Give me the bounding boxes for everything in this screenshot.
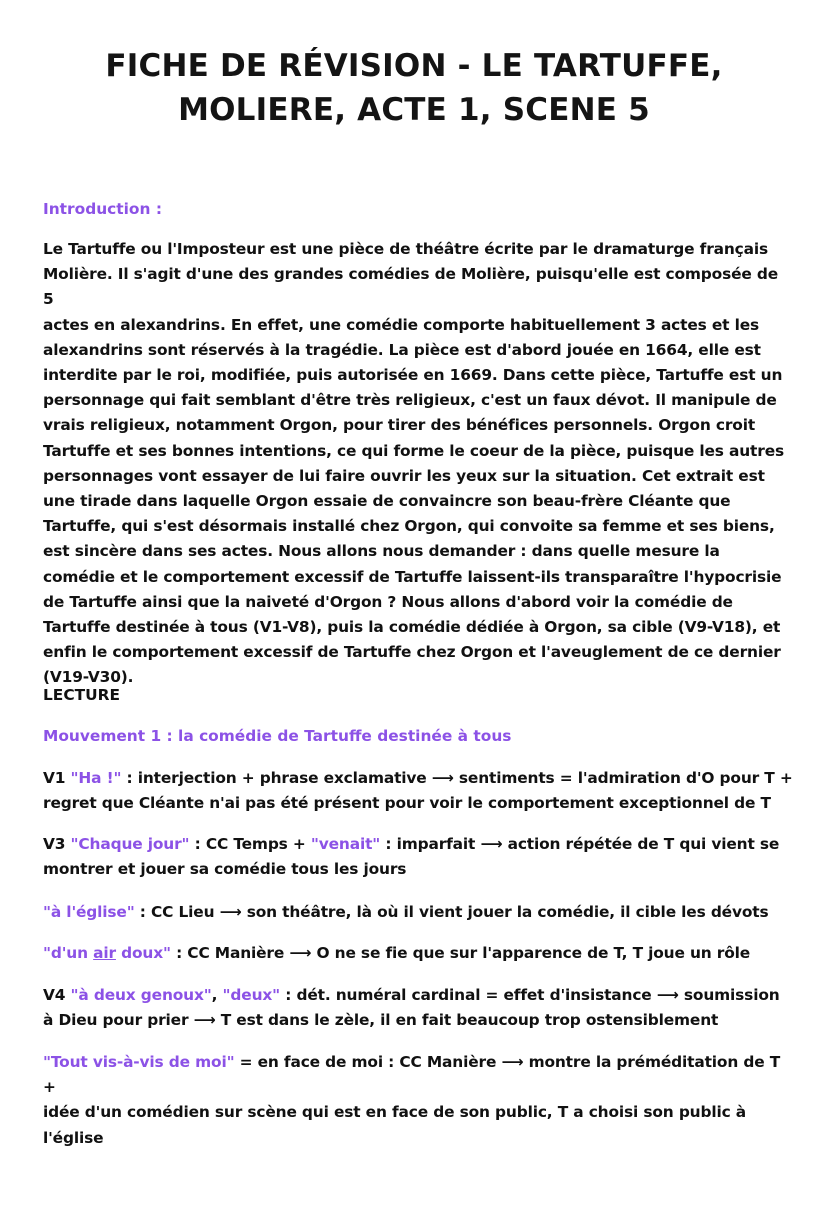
intro-line: comédie et le comportement excessif de Tartuffe laissent-ils transparaître l'hypocrisie	[43, 567, 782, 586]
note-line	[43, 941, 793, 966]
quote-part-underlined: air	[93, 944, 116, 962]
note-text: : CC Temps +	[189, 835, 311, 853]
note-line	[43, 983, 793, 1008]
note-text: = en face de moi : CC Manière ⟶ montre la préméditation de T +	[43, 1053, 781, 1097]
intro-line: Tartuffe, qui s'est désormais installé chez Orgon, qui convoite sa femme et ses biens,	[43, 517, 775, 536]
note-text: : dét. numéral cardinal = effet d'insistance ⟶ soumission	[280, 986, 780, 1004]
verse-label: V4	[43, 986, 71, 1004]
note-vis-a-vis	[43, 1050, 793, 1151]
note-line: montrer et jouer sa comédie tous les jours	[43, 860, 407, 879]
intro-line: de Tartuffe ainsi que la naiveté d'Orgon ? Nous allons d'abord voir la comédie de	[43, 592, 733, 611]
note-v3	[43, 832, 793, 882]
intro-line: vrais religieux, notamment Orgon, pour tirer des bénéfices personnels. Orgon croit	[43, 416, 756, 435]
quote: "à l'église"	[43, 903, 135, 921]
intro-line: Molière. Il s'agit d'une des grandes comédies de Molière, puisqu'elle est composée de 5	[43, 265, 779, 309]
page-title	[40, 44, 788, 132]
note-air-doux	[43, 941, 793, 966]
note-text: ,	[211, 986, 223, 1004]
intro-line: personnage qui fait semblant d'être très religieux, c'est un faux dévot. Il manipule de	[43, 391, 777, 410]
intro-line: alexandrins sont réservés à la tragédie. La pièce est d'abord jouée en 1664, elle est	[43, 340, 761, 359]
intro-line: est sincère dans ses actes. Nous allons nous demander : dans quelle mesure la	[43, 542, 720, 561]
note-line	[43, 832, 793, 857]
intro-line: Tartuffe et ses bonnes intentions, ce qui forme le coeur de la pièce, puisque les autres	[43, 441, 785, 460]
intro-line: (V19-V30).	[43, 668, 134, 687]
quote-part: "d'un	[43, 944, 94, 962]
intro-line: interdite par le roi, modifiée, puis autorisée en 1669. Dans cette pièce, Tartuffe est un	[43, 366, 783, 385]
note-text: : interjection + phrase exclamative ⟶ sentiments = l'admiration d'O pour T +	[121, 769, 793, 787]
quote: "venait"	[310, 835, 381, 853]
movement-1-heading: Mouvement 1 : la comédie de Tartuffe destinée à tous	[43, 727, 512, 745]
quote: "Ha !"	[70, 769, 122, 787]
intro-line: enfin le comportement excessif de Tartuffe chez Orgon et l'aveuglement de ce dernier	[43, 643, 781, 662]
note-line: regret que Cléante n'ai pas été présent pour voir le comportement exceptionnel de T	[43, 794, 771, 813]
note-eglise	[43, 900, 793, 925]
note-line	[43, 766, 793, 791]
note-line	[43, 900, 793, 925]
note-line	[43, 1050, 793, 1100]
quote: "à deux genoux"	[70, 986, 212, 1004]
introduction-heading: Introduction :	[43, 200, 162, 218]
introduction-paragraph	[43, 237, 793, 691]
note-line: l'église	[43, 1128, 104, 1147]
note-text: : imparfait ⟶ action répétée de T qui vient se	[380, 835, 780, 853]
quote: "Chaque jour"	[70, 835, 190, 853]
lecture-heading: LECTURE	[43, 686, 120, 704]
intro-line: personnages vont essayer de lui faire ouvrir les yeux sur la situation. Cet extrait est	[43, 466, 765, 485]
title-line-2: MOLIERE, ACTE 1, SCENE 5	[178, 92, 650, 128]
intro-line: Tartuffe destinée à tous (V1-V8), puis la comédie dédiée à Orgon, sa cible (V9-V18), et	[43, 618, 781, 637]
quote-part: doux"	[115, 944, 171, 962]
intro-line: une tirade dans laquelle Orgon essaie de convaincre son beau-frère Cléante que	[43, 492, 731, 511]
intro-line: actes en alexandrins. En effet, une comédie comporte habituellement 3 actes et les	[43, 315, 759, 334]
verse-label: V1	[43, 769, 71, 787]
note-v4	[43, 983, 793, 1033]
note-v1	[43, 766, 793, 816]
verse-label: V3	[43, 835, 71, 853]
note-line: idée d'un comédien sur scène qui est en face de son public, T a choisi son public à	[43, 1103, 747, 1122]
note-text: : CC Lieu ⟶ son théâtre, là où il vient jouer la comédie, il cible les dévots	[134, 903, 769, 921]
title-line-1: FICHE DE RÉVISION - LE TARTUFFE,	[105, 48, 723, 84]
quote: "deux"	[222, 986, 281, 1004]
quote: "Tout vis-à-vis de moi"	[43, 1053, 235, 1071]
note-line: à Dieu pour prier ⟶ T est dans le zèle, il en fait beaucoup trop ostensiblement	[43, 1011, 719, 1030]
note-text: : CC Manière ⟶ O ne se fie que sur l'apparence de T, T joue un rôle	[170, 944, 751, 962]
quote	[43, 944, 171, 962]
intro-line: Le Tartuffe ou l'Imposteur est une pièce de théâtre écrite par le dramaturge français	[43, 240, 769, 258]
